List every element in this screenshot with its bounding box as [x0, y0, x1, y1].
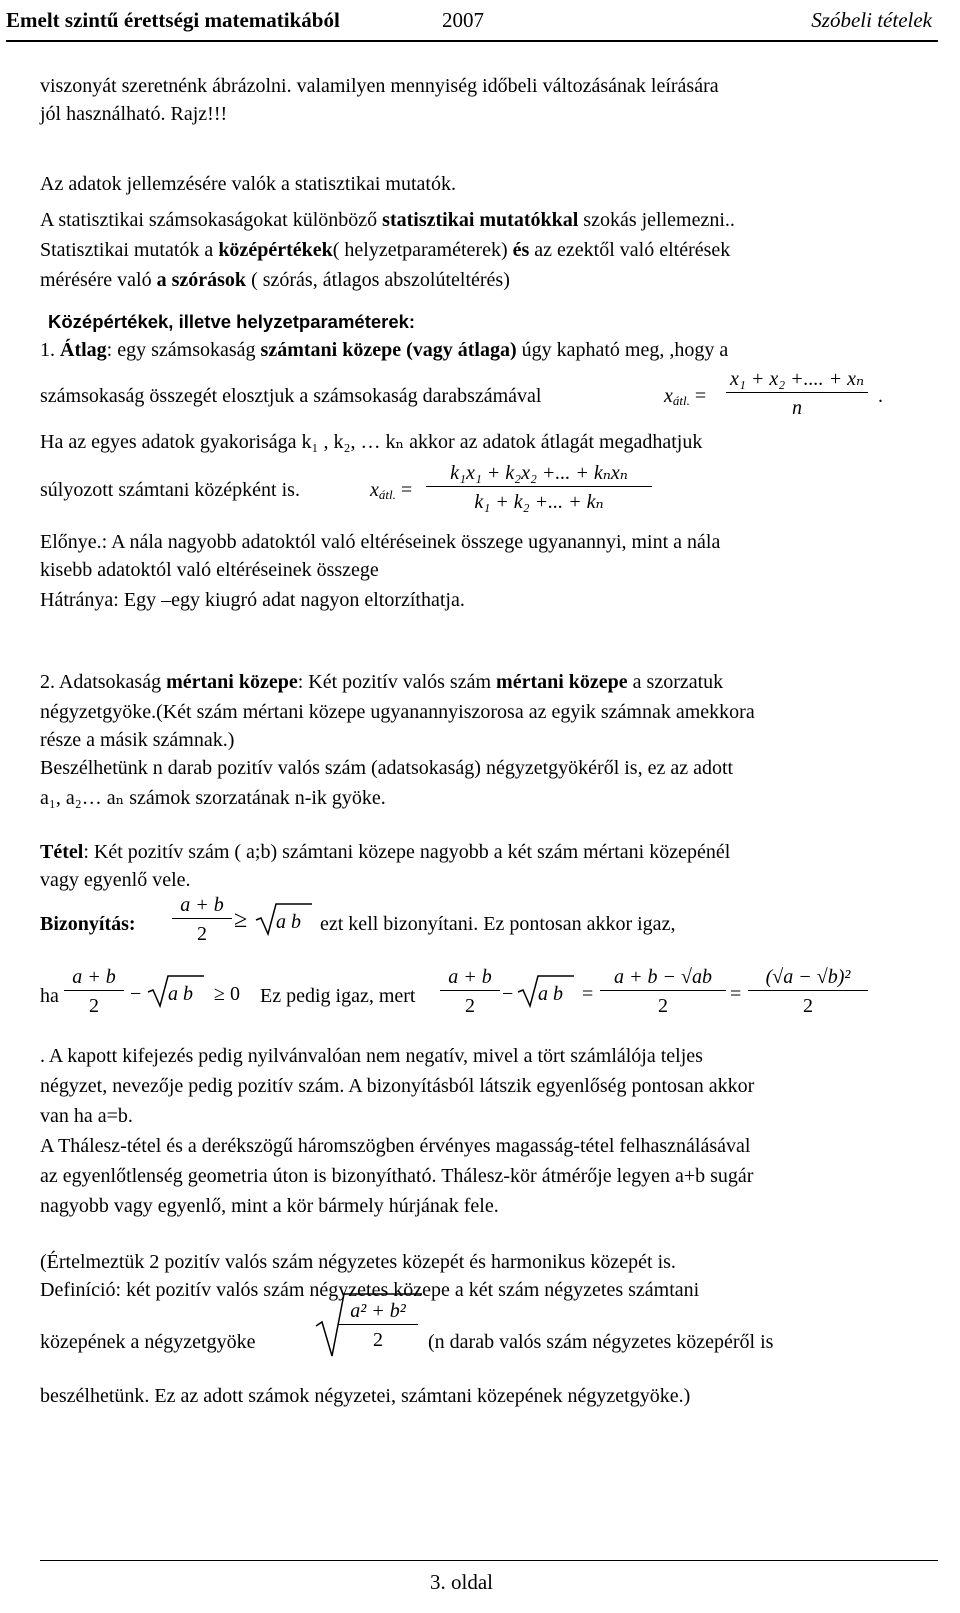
formula-quadratic-fraction: a² + b² 2 [338, 1300, 418, 1351]
text-line: nagyobb vagy egyenlő, mint a kör bármely húrjának fele. [40, 1195, 499, 1217]
text-line: van ha a=b. [40, 1105, 133, 1127]
minus-sign: − [130, 983, 142, 1005]
header-title: Emelt szintű érettségi matematikából [6, 8, 340, 32]
text-line: Az adatok jellemzésére valók a statisztikai mutatók. [40, 173, 456, 195]
text-line: jól használható. Rajz!!! [40, 103, 228, 125]
text-line: Hátránya: Egy –egy kiugró adat nagyon eltorzíthatja. [40, 589, 465, 611]
text-line: A Thálesz-tétel és a derékszögű háromszögben érvényes magasság-tétel felhasználásával [40, 1135, 751, 1157]
equals-sign: = [582, 983, 594, 1005]
text-line: . A kapott kifejezés pedig nyilvánvalóan nem negatív, mivel a tört számlálója teljes [40, 1045, 703, 1067]
formula-mean-fraction [726, 368, 868, 419]
text-line: négyzet, nevezője pedig pozitív szám. A bizonyításból látszik egyenlőség pontosan akkor [40, 1075, 755, 1097]
text-line: 2. Adatsokaság mértani közepe: Két pozitív valós szám mértani közepe a szorzatuk [40, 671, 724, 693]
formula-am-fraction: a + b 2 [64, 966, 124, 1017]
text-line: Definíció: két pozitív valós szám négyzetes közepe a két szám négyzetes számtani [40, 1279, 700, 1301]
text-line: Beszélhetünk n darab pozitív valós szám (adatsokaság) négyzetgyökéről is, ez az adott [40, 757, 734, 779]
formula-square-fraction: (√a − √b)² 2 [748, 966, 868, 1017]
text-line: ha [40, 985, 59, 1007]
text-line: Statisztikai mutatók a középértékek( helyzetparaméterek) és az ezektől való eltérések [40, 239, 731, 261]
proof-label: Bizonyítás: [40, 913, 136, 935]
text-line: (n darab valós szám négyzetes közepéről is [428, 1331, 774, 1353]
text-line: (Értelmeztük 2 pozitív valós szám négyzetes közepét és harmonikus közepét is. [40, 1251, 676, 1273]
fraction-denominator: n [792, 397, 802, 419]
formula-weighted-fraction [426, 462, 652, 513]
footer-rule [40, 1560, 938, 1561]
header-rule [6, 40, 938, 42]
formula-am-fraction: a + b 2 [440, 966, 500, 1017]
page-header [0, 0, 960, 46]
text-line: vagy egyenlő vele. [40, 869, 191, 891]
text-line: Tétel: Két pozitív szám ( a;b) számtani közepe nagyobb a két szám mértani közepénél [40, 841, 731, 863]
text-line: Előnye.: A nála nagyobb adatoktól való eltéréseinek összege ugyanannyi, mint a nála [40, 531, 721, 553]
formula-gm: a b [168, 983, 193, 1005]
formula-gm: a b [538, 983, 563, 1005]
header-subtitle: Szóbeli tételek [811, 8, 932, 32]
formula-weighted-lhs: $x_{átl.}$ = [370, 479, 413, 502]
text-line: része a másik számnak.) [40, 729, 235, 751]
fraction-numerator: x₁ + x₂ +.... + xₙ [726, 368, 868, 393]
fraction-denominator: k₁ + k₂ +... + kₙ [474, 491, 604, 513]
formula-diff-fraction: a + b − √ab 2 [600, 966, 726, 1017]
text-line: négyzetgyöke.(Két szám mértani közepe ugyanannyiszorosa az egyik számnak amekkora [40, 701, 755, 723]
page-number: 3. oldal [430, 1570, 493, 1594]
text-line: Ha az egyes adatok gyakorisága k₁ , k₂, … kₙ akkor az adatok átlagát megadhatjuk [40, 431, 703, 453]
ge-sign: ≥ [234, 907, 248, 933]
period: . [878, 385, 883, 407]
formula-gm: a b [276, 911, 301, 933]
text-line: kisebb adatoktól való eltéréseinek összege [40, 559, 379, 581]
formula-mean-lhs: $x_{átl.}$ = [664, 385, 707, 408]
text-line: számsokaság összegét elosztjuk a számsokaság darabszámával [40, 385, 542, 407]
fraction-numerator: k₁x₁ + k₂x₂ +... + kₙxₙ [426, 462, 652, 487]
text-line: beszélhetünk. Ez az adott számok négyzetei, számtani közepének négyzetgyöke.) [40, 1385, 691, 1407]
section-title: Középértékek, illetve helyzetparaméterek: [48, 311, 416, 332]
ge-zero: ≥ 0 [214, 983, 240, 1005]
formula-am-fraction: a + b 2 [172, 894, 232, 945]
text-line: viszonyát szeretnénk ábrázolni. valamilyen mennyiség időbeli változásának leírására [40, 75, 719, 97]
text-line: 1. Átlag: egy számsokaság számtani közepe (vagy átlaga) úgy kapható meg, ,hogy a [40, 339, 729, 361]
text-line: közepének a négyzetgyöke [40, 1331, 256, 1353]
text-line: mérésére való a szórások ( szórás, átlagos abszolúteltérés) [40, 269, 510, 291]
text-line: Ez pedig igaz, mert [260, 985, 416, 1007]
text-line: az egyenlőtlenség geometria úton is bizonyítható. Thálesz-kör átmérője legyen a+b sugár [40, 1165, 754, 1187]
text-line: súlyozott számtani középként is. [40, 479, 300, 501]
text-line: a₁, a₂… aₙ számok szorzatának n-ik gyöke. [40, 787, 386, 809]
equals-sign: = [730, 983, 742, 1005]
text-line: A statisztikai számsokaságokat különböző statisztikai mutatókkal szokás jellemezni.. [40, 209, 735, 231]
minus-sign: − [502, 983, 514, 1005]
header-year: 2007 [442, 8, 484, 32]
text-line: ezt kell bizonyítani. Ez pontosan akkor igaz, [320, 913, 676, 935]
